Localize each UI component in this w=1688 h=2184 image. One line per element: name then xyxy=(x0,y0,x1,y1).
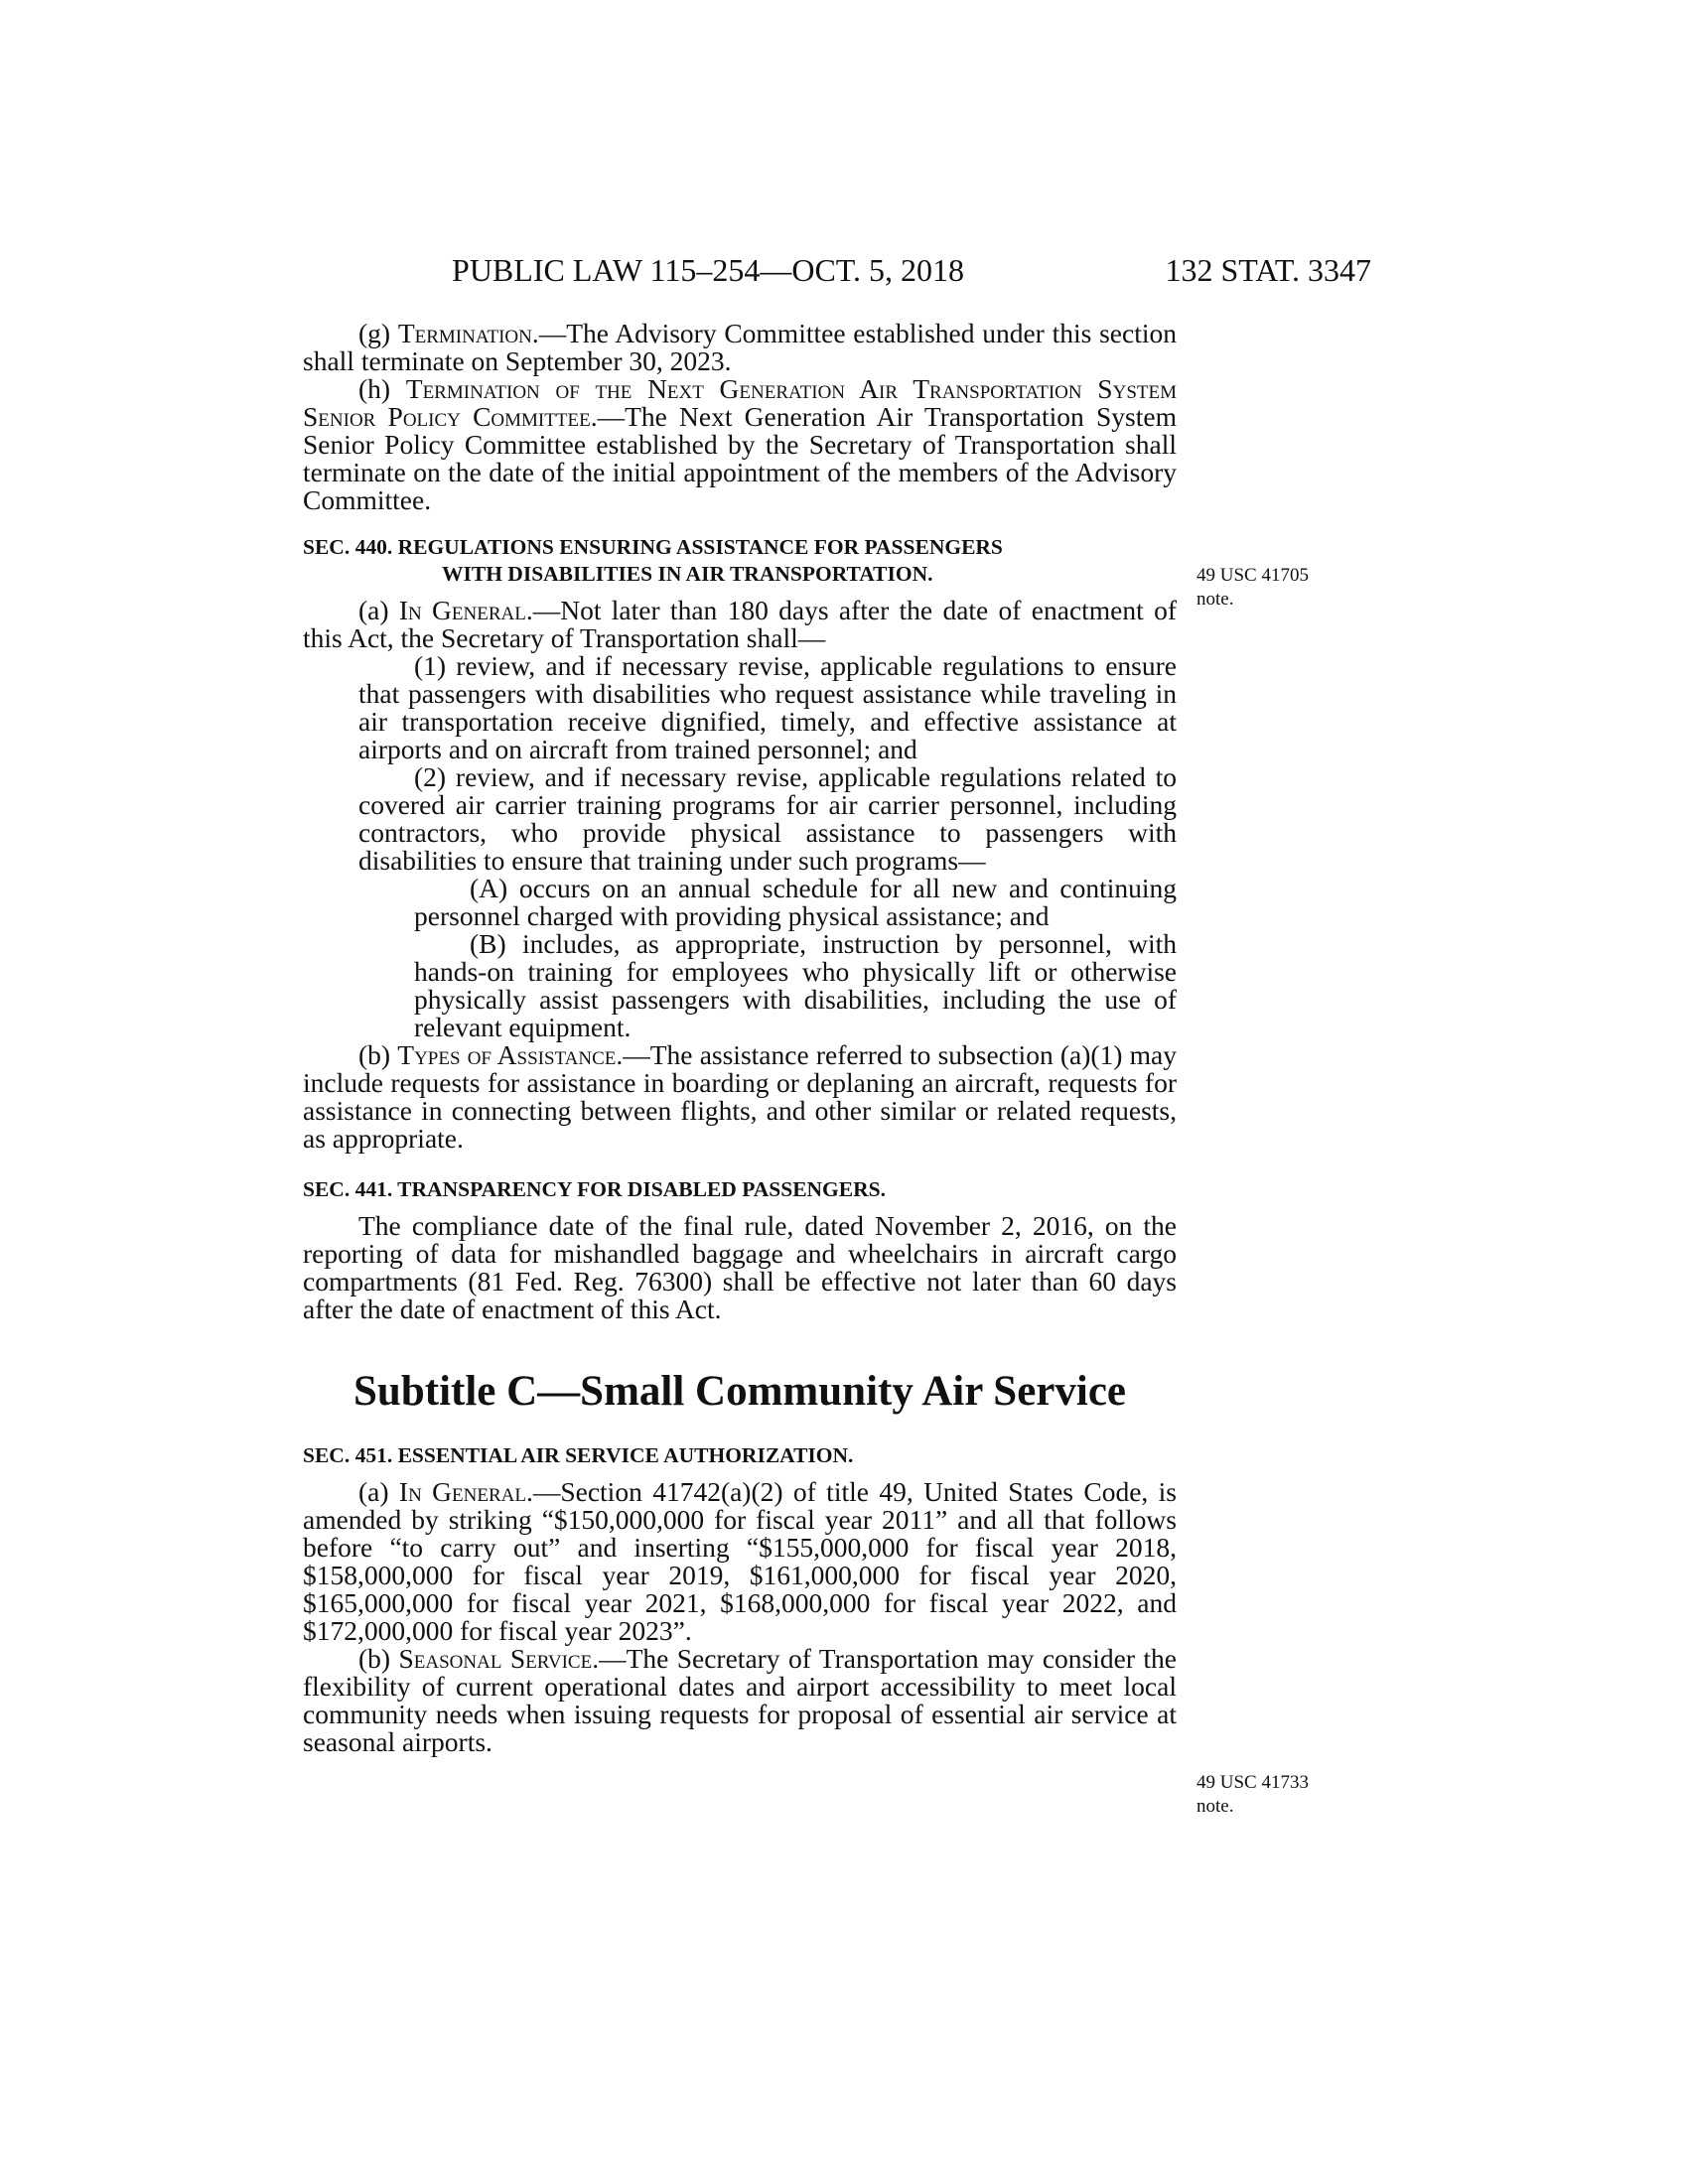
subsection-h-text: .—The Next Generation Air Transportation System Senior Policy Committee established by the Secretary of Transportation shall terminate on the date of the initial appointment of the members of the Advisory Committee. xyxy=(303,401,1177,515)
margin-note-sec-440 xyxy=(1196,564,1355,612)
sec-440-b-text: .—The assistance referred to subsection (a)(1) may include requests for assistance in boarding or deplaning an aircraft, requests for assistance in connecting between flights, and other similar or related requests, as appropriate. xyxy=(303,1039,1177,1154)
sec-451-a: (a) In General.—Section 41742(a)(2) of title 49, United States Code, is amended by striking “$150,000,000 for fiscal year 2011” and all that follows before “to carry out” and inserting “$155,000,000 for fiscal year 2018, $158,000,000 for fiscal year 2019, $161,000,000 for fiscal year 2020, $165,000,000 for fiscal year 2021, $168,000,000 for fiscal year 2022, and $172,000,000 for fiscal year 2023”. xyxy=(303,1476,1177,1646)
sec-440-a-2-B: (B) includes, as appropriate, instruction by personnel, with hands-on training for employees who physically lift or otherwise physically assist passengers with disabilities, including the use of relevant equipment. xyxy=(414,928,1177,1042)
sec-451-heading: SEC. 451. ESSENTIAL AIR SERVICE AUTHORIZATION. xyxy=(303,1443,854,1467)
sec-440-a-2: (2) review, and if necessary revise, applicable regulations related to covered air carrier training programs for air carrier personnel, including contractors, who provide physical assistance to passengers with disabilities to ensure that training under such programs— xyxy=(358,761,1177,876)
sec-440-heading-line1: SEC. 440. REGULATIONS ENSURING ASSISTANCE FOR PASSENGERS xyxy=(303,535,1003,559)
sec-440-b-heading: Types of Assistance xyxy=(397,1039,617,1070)
sec-440-a-1: (1) review, and if necessary revise, applicable regulations to ensure that passengers with disabilities who request assistance while traveling in air transportation receive dignified, timely, and effective assistance at airports and on aircraft from trained personnel; and xyxy=(358,650,1177,764)
margin-note-sec-451-b-cite: 49 USC 41733 xyxy=(1196,1772,1309,1793)
stat-page-number: 132 STAT. 3347 xyxy=(1165,252,1371,288)
sec-451-b-text: .—The Secretary of Transportation may consider the flexibility of current operational dates and airport accessibility to meet local community needs when issuing requests for proposal of essential air service at seasonal airports. xyxy=(303,1643,1177,1757)
page-header xyxy=(303,250,1371,290)
subsection-h: (h) Termination of the Next Generation Air Transportation System Senior Policy Committee.—The Next Generation Air Transportation System Senior Policy Committee established by the Secretary of Transportation shall terminate on the date of the initial appointment of the members of the Advisory Committee. xyxy=(303,373,1177,515)
sec-451-a-heading: In General xyxy=(398,1476,526,1507)
margin-note-sec-440-cite: 49 USC 41705 xyxy=(1196,565,1309,586)
page-body xyxy=(303,320,1177,1756)
subsection-g-text: .—The Advisory Committee established under this section shall terminate on September 30, 2023. xyxy=(303,318,1177,376)
subsection-g-heading: Termination xyxy=(397,318,532,348)
sec-440-a-2-A: (A) occurs on an annual schedule for all new and continuing personnel charged with providing physical assistance; and xyxy=(414,873,1177,931)
sec-440-a-heading: In General xyxy=(398,595,526,625)
sec-441-text: The compliance date of the final rule, dated November 2, 2016, on the reporting of data for mishandled baggage and wheelchairs in aircraft cargo compartments (81 Fed. Reg. 76300) shall be effective not later than 60 days after the date of enactment of this Act. xyxy=(303,1210,1177,1324)
margin-note-sec-451-b-note: note. xyxy=(1196,1796,1234,1817)
margin-note-sec-451-b xyxy=(1196,1771,1355,1819)
sec-440-heading-line2: WITH DISABILITIES IN AIR TRANSPORTATION. xyxy=(442,562,933,586)
sec-440-heading xyxy=(303,534,1177,588)
sec-441-heading: SEC. 441. TRANSPARENCY FOR DISABLED PASSENGERS. xyxy=(303,1177,886,1201)
subsection-g: (g) Termination.—The Advisory Committee established under this section shall terminate on September 30, 2023. xyxy=(303,318,1177,376)
subtitle-c-heading: Subtitle C—Small Community Air Service xyxy=(353,1368,1126,1415)
sec-440-a-text: .—Not later than 180 days after the date of enactment of this Act, the Secretary of Transportation shall— xyxy=(303,595,1177,653)
sec-440-a: (a) In General.—Not later than 180 days after the date of enactment of this Act, the Secretary of Transportation shall— xyxy=(303,595,1177,653)
running-head: PUBLIC LAW 115–254—OCT. 5, 2018 xyxy=(452,252,964,288)
sec-451-b: (b) Seasonal Service.—The Secretary of Transportation may consider the flexibility of current operational dates and airport accessibility to meet local community needs when issuing requests for proposal of essential air service at seasonal airports. xyxy=(303,1643,1177,1757)
sec-440-b: (b) Types of Assistance.—The assistance referred to subsection (a)(1) may include requests for assistance in boarding or deplaning an aircraft, requests for assistance in connecting between flights, and other similar or related requests, as appropriate. xyxy=(303,1039,1177,1154)
sec-451-a-text: .—Section 41742(a)(2) of title 49, United States Code, is amended by striking “$150,000,000 for fiscal year 2011” and all that follows before “to carry out” and inserting “$155,000,000 for fiscal year 2018, $158,000,000 for fiscal year 2019, $161,000,000 for fiscal year 2020, $165,000,000 for fiscal year 2021, $168,000,000 for fiscal year 2022, and $172,000,000 for fiscal year 2023”. xyxy=(303,1476,1177,1646)
margin-note-sec-440-note: note. xyxy=(1196,589,1234,610)
sec-451-b-heading: Seasonal Service xyxy=(398,1643,593,1674)
subsection-h-heading: Termination of the Next Generation Air Transportation System Senior Policy Committee xyxy=(303,373,1177,432)
